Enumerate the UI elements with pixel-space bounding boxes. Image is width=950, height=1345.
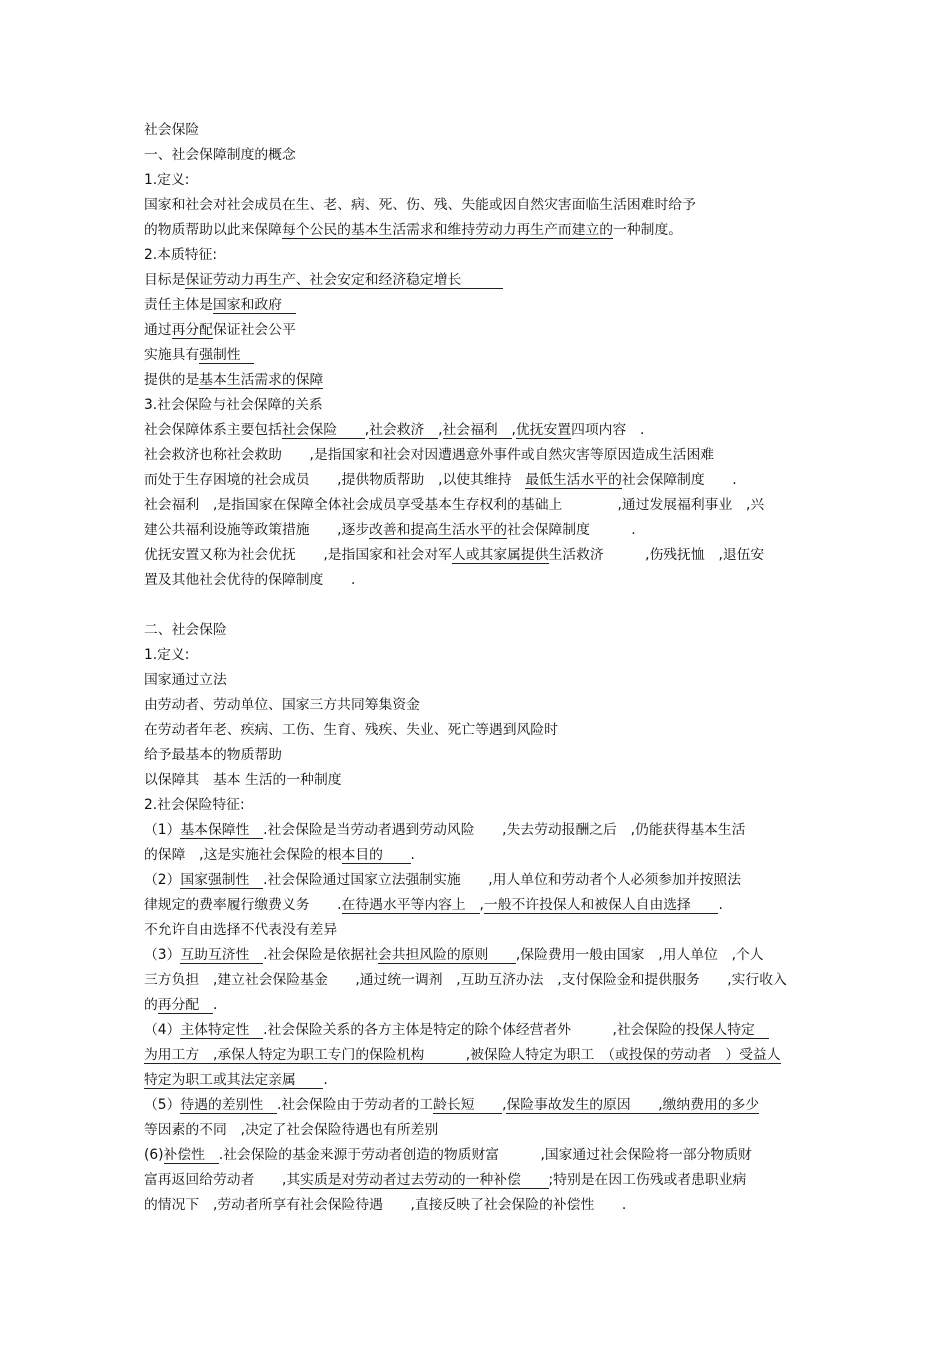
text-line [144,1020,769,1040]
text-segment: . [410,847,415,863]
text-segment: 1.定义: [144,647,190,663]
text-line [144,720,558,740]
text-segment: 生活救济 ,伤残抚恤 ,退伍安 [548,547,765,563]
text-line [144,470,737,490]
text-line [144,370,323,390]
underlined-text: 社会福利 [442,422,512,438]
text-segment: 给予最基本的物质帮助 [144,747,282,763]
text-line [144,1070,328,1090]
text-segment: 国家和社会对社会成员在生、老、病、死、伤、残、失能或因自然灾害面临生活困难时给予 [144,197,696,213]
underlined-text: 为用工方 ,承保人特定为职工专门的保险机构 ,被保险人特定为职工 （或投保的劳动者 ）受益人 [144,1047,781,1063]
text-line [144,195,696,215]
text-segment: .社会保险关系的各方主体是特定的除个体经营者外 ,社会保险的投 [263,1022,700,1038]
text-segment: 社会福利 ,是指国家在保障全体社会成员享受基本生存权利的基础上 ,通过发展福利事业 ,兴 [144,497,765,513]
text-line [144,245,217,265]
underlined-text: 基本保障性 [180,822,264,838]
text-segment: （1） [144,822,181,838]
text-segment: （3） [144,947,181,963]
underlined-text: 特定为职工或其法定亲属 [144,1072,324,1088]
underlined-text: 保人特定 [699,1022,769,1038]
text-segment: 保证社会公平 [212,322,296,338]
text-line [144,1120,438,1140]
text-segment: 国家通过立法 [144,672,227,688]
text-segment: 的情况下 ,劳动者所享有社会保险待遇 ,直接反映了社会保险的补偿性 . [144,1197,627,1213]
text-line [144,1195,626,1215]
text-segment: , [479,897,484,913]
text-segment: .社会保险是依据社 [263,947,378,963]
text-line [144,570,355,590]
text-line [144,745,282,765]
underlined-text: 强制性 [199,347,255,363]
text-segment: 三方负担 ,建立社会保险基金 ,通过统一调剂 ,互助互济办法 ,支付保险金和提供服务 ,实行收入 [144,972,787,988]
text-line [144,520,636,540]
text-segment: 通过 [144,322,172,338]
underlined-text: 主体特定性 [180,1022,264,1038]
text-line [144,120,199,140]
text-line [144,495,764,515]
underlined-text: 优抚安置 [515,422,572,438]
underlined-text: 在待遇水平等内容上 [341,897,480,913]
text-segment: 在劳动者年老、疾病、工伤、生育、残疾、失业、死亡等遇到风险时 [144,722,558,738]
underlined-text: 再分配 [171,322,213,338]
text-segment: , [511,422,516,438]
text-line [144,1095,759,1115]
underlined-text: 互助互济性 [180,947,264,963]
text-segment: , [438,422,443,438]
text-line [144,345,254,365]
text-line [144,670,227,690]
text-segment: . [718,897,723,913]
text-line [144,895,723,915]
text-segment: 1.定义: [144,172,190,188]
text-line [144,145,296,165]
text-line [144,620,227,640]
underlined-text: 基本生活需求的保障 [199,372,324,388]
text-line [144,295,296,315]
text-segment: 优抚安置又称为社会优抚 ,是指国家和社会对军 [144,547,452,563]
text-segment: ,保险费用一般由国家 ,用人单位 ,个人 [515,947,764,963]
text-line [144,795,245,815]
text-segment: 社会救济也称社会救助 ,是指国家和社会对因遭遇意外事件或自然灾害等原因造成生活困难 [144,447,715,463]
text-segment: 目标是 [144,272,186,288]
text-segment: 建公共福利设施等政策措施 ,逐步 [144,522,370,538]
underlined-text: 补偿性 [163,1147,219,1163]
underlined-text: 改善和提高生活水平的 [369,522,508,538]
text-segment: （2） [144,872,181,888]
text-segment: ;特别是在因工伤残或者患职业病 [548,1172,747,1188]
underlined-text: 最低生活水平的 [525,472,622,488]
underlined-text: 再分配 [157,997,213,1013]
underlined-text: 每个公民的基本生活需求和维持劳动力再生产而建立的 [281,222,614,238]
text-segment: , [364,422,370,438]
underlined-text: 社会保险 [281,422,365,438]
text-segment: 3.社会保险与社会保障的关系 [144,397,323,413]
text-segment: 四项内容 . [571,422,645,438]
text-segment: 由劳动者、劳动单位、国家三方共同筹集资金 [144,697,420,713]
underlined-text: 实质是对劳动者过去劳动的一种补偿 [300,1172,549,1188]
text-segment: 以保障其 基本 生活的一种制度 [144,772,342,788]
text-line [144,995,217,1015]
text-segment: 等因素的不同 ,决定了社会保险待遇也有所差别 [144,1122,439,1138]
text-line [144,695,420,715]
text-line [144,220,682,240]
text-segment: 一种制度。 [613,222,683,238]
underlined-text: 保险事故发生的原因 ,缴纳费用的多少 [506,1097,760,1113]
text-line [144,770,342,790]
text-segment: . [323,1072,328,1088]
text-segment: 社会保障制度 . [507,522,636,538]
text-segment: . [212,997,218,1013]
text-segment: .社会保险由于劳动者的工 [276,1097,434,1113]
underlined-text: 保证劳动力再生产、社会安定和经济稳定增长 [185,272,503,288]
text-segment: 的 [144,997,158,1013]
text-line [144,645,189,665]
text-line [144,420,644,440]
text-segment: 2.社会保险特征: [144,797,245,813]
text-line [144,870,741,890]
text-segment: .社会保险是当劳动者遇到劳动风险 ,失去劳动报酬之后 ,仍能获得基本生活 [263,822,746,838]
text-segment: （5） [144,1097,181,1113]
underlined-text: 一般不许投保人和被保人自由选择 [483,897,719,913]
text-segment: 2.本质特征: [144,247,217,263]
text-segment: 一、社会保障制度的概念 [144,147,296,163]
underlined-text: 本目的 [341,847,411,863]
text-segment: 社会保障体系主要包括 [144,422,282,438]
underlined-text: 龄长短 [433,1097,503,1113]
text-line [144,1045,781,1065]
text-line [144,170,189,190]
text-segment: 富再返回给劳动者 ,其 [144,1172,301,1188]
text-segment: 社会保险 [144,122,200,138]
text-segment: .社会保险的基金来源于劳动者创造的物质财富 ,国家通过社会保险将一部分物质财 [218,1147,752,1163]
text-line [144,320,296,340]
text-segment: 社会保障制度 . [621,472,737,488]
text-segment: 的保障 ,这是实施社会保险的根 [144,847,342,863]
text-segment: 律规定的费率履行缴费义务 . [144,897,342,913]
text-line [144,820,745,840]
underlined-text: 人或其家属提供 [451,547,549,563]
text-line [144,845,415,865]
text-line [144,945,764,965]
text-segment: , [502,1097,507,1113]
text-segment: （4） [144,1022,181,1038]
text-segment: .社会保险通过国家立法强制实施 ,用人单位和劳动者个人必须参加并按照法 [263,872,742,888]
text-segment: 责任主体是 [144,297,213,313]
text-line [144,545,764,565]
underlined-text: 待遇的差别性 [180,1097,277,1113]
text-line [144,1170,746,1190]
text-segment: 而处于生存困境的社会成员 ,提供物质帮助 ,以使其维持 [144,472,526,488]
text-line [144,445,714,465]
text-segment: 二、社会保险 [144,622,227,638]
text-segment: 不允许自由选择不代表没有差异 [144,922,338,938]
text-line [144,970,787,990]
underlined-text: 国家和政府 [212,297,296,313]
text-line [144,395,323,415]
text-segment: 实施具有 [144,347,200,363]
underlined-text: 社会救济 [369,422,439,438]
text-segment: 置及其他社会优待的保障制度 . [144,572,356,588]
underlined-text: 国家强制性 [180,872,264,888]
text-segment: (6) [144,1147,164,1163]
text-line [144,1145,752,1165]
text-line [144,920,337,940]
text-segment: 的物质帮助以此来保障 [144,222,282,238]
text-line [144,270,503,290]
text-segment: 提供的是 [144,372,200,388]
underlined-text: 会共担风险的原则 [377,947,516,963]
